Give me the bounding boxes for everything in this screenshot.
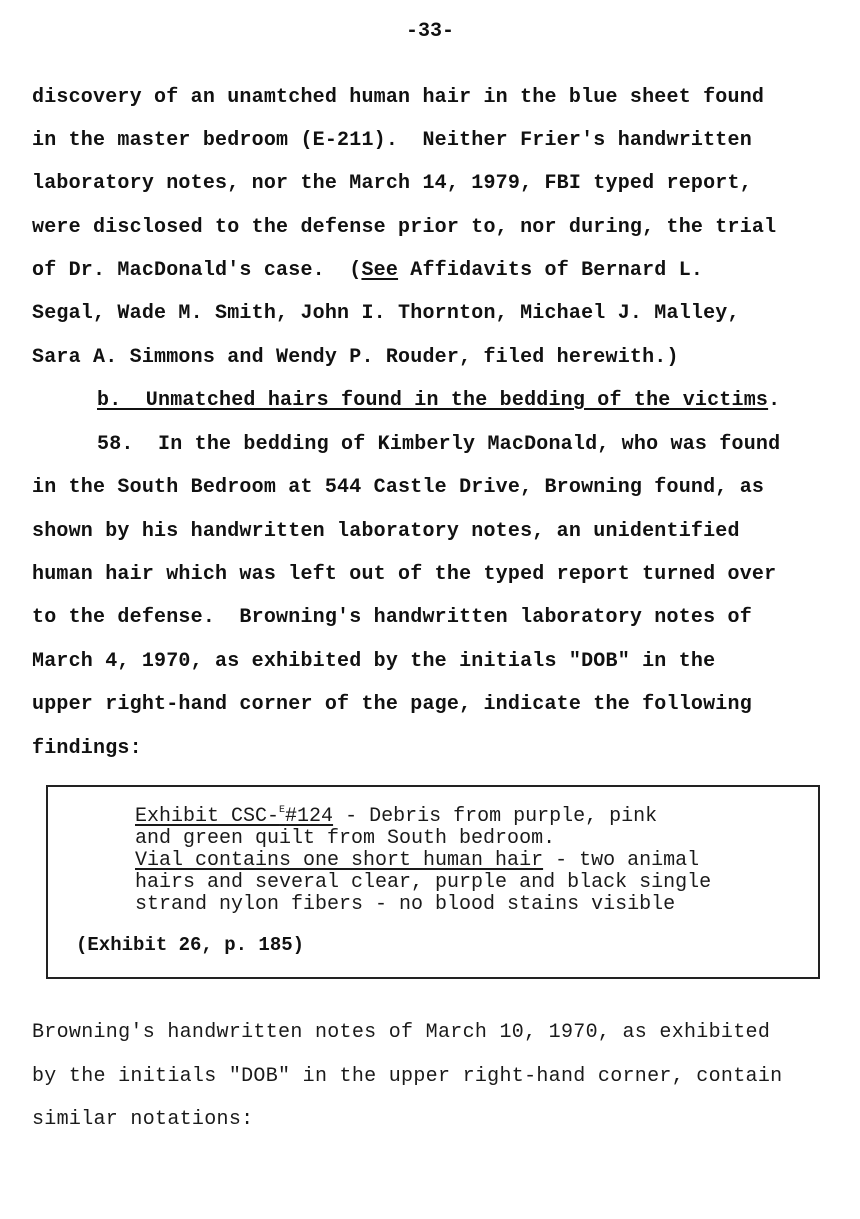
text-line: Sara A. Simmons and Wendy P. Rouder, filed herewith.) [32, 346, 679, 369]
text-line: by the initials "DOB" in the upper right-hand corner, contain [32, 1065, 783, 1088]
quote-line: strand nylon fibers - no blood stains visible [135, 893, 676, 916]
text-segment: Affidavits of Bernard L. [398, 259, 704, 282]
text-segment: of Dr. MacDonald's case. ( [32, 259, 362, 282]
page-number: -33- [405, 20, 454, 43]
text-line: discovery of an unamtched human hair in the blue sheet found [32, 86, 765, 109]
quote-line: hairs and several clear, purple and black single [135, 871, 712, 894]
section-heading [97, 389, 780, 412]
text-line: March 4, 1970, as exhibited by the initials "DOB" in the [32, 650, 716, 673]
text-line: laboratory notes, nor the March 14, 1979, FBI typed report, [32, 172, 752, 195]
text-segment: - two animal [543, 849, 700, 872]
exhibit-label-superscript: E [279, 805, 286, 816]
text-line: 58. In the bedding of Kimberly MacDonald, who was found [97, 433, 781, 456]
exhibit-label [135, 805, 333, 828]
text-line: findings: [32, 737, 142, 760]
text-line: upper right-hand corner of the page, indicate the following [32, 693, 752, 716]
quote-line [135, 805, 657, 828]
text-line: human hair which was left out of the typed report turned over [32, 563, 777, 586]
text-segment: - Debris from purple, pink [333, 805, 658, 828]
section-heading-period: . [768, 389, 781, 412]
text-line: Segal, Wade M. Smith, John I. Thornton, Michael J. Malley, [32, 302, 740, 325]
text-line: Browning's handwritten notes of March 10, 1970, as exhibited [32, 1021, 771, 1044]
exhibit-citation: (Exhibit 26, p. 185) [76, 934, 305, 956]
see-signal: See [361, 259, 399, 282]
text-line: shown by his handwritten laboratory notes, an unidentified [32, 520, 740, 543]
exhibit-label-part: #124 [285, 805, 334, 828]
text-line: were disclosed to the defense prior to, nor during, the trial [32, 216, 777, 239]
text-line: to the defense. Browning's handwritten laboratory notes of [32, 606, 752, 629]
underlined-finding: Vial contains one short human hair [135, 849, 544, 872]
text-line: similar notations: [32, 1108, 254, 1131]
text-line [32, 259, 703, 282]
quote-line [135, 849, 699, 872]
text-line: in the South Bedroom at 544 Castle Drive, Browning found, as [32, 476, 765, 499]
text-line: in the master bedroom (E-211). Neither Frier's handwritten [32, 129, 752, 152]
quote-line: and green quilt from South bedroom. [135, 827, 556, 850]
section-heading-text: b. Unmatched hairs found in the bedding of the victims [97, 389, 769, 412]
exhibit-label-part: Exhibit CSC- [135, 805, 280, 828]
